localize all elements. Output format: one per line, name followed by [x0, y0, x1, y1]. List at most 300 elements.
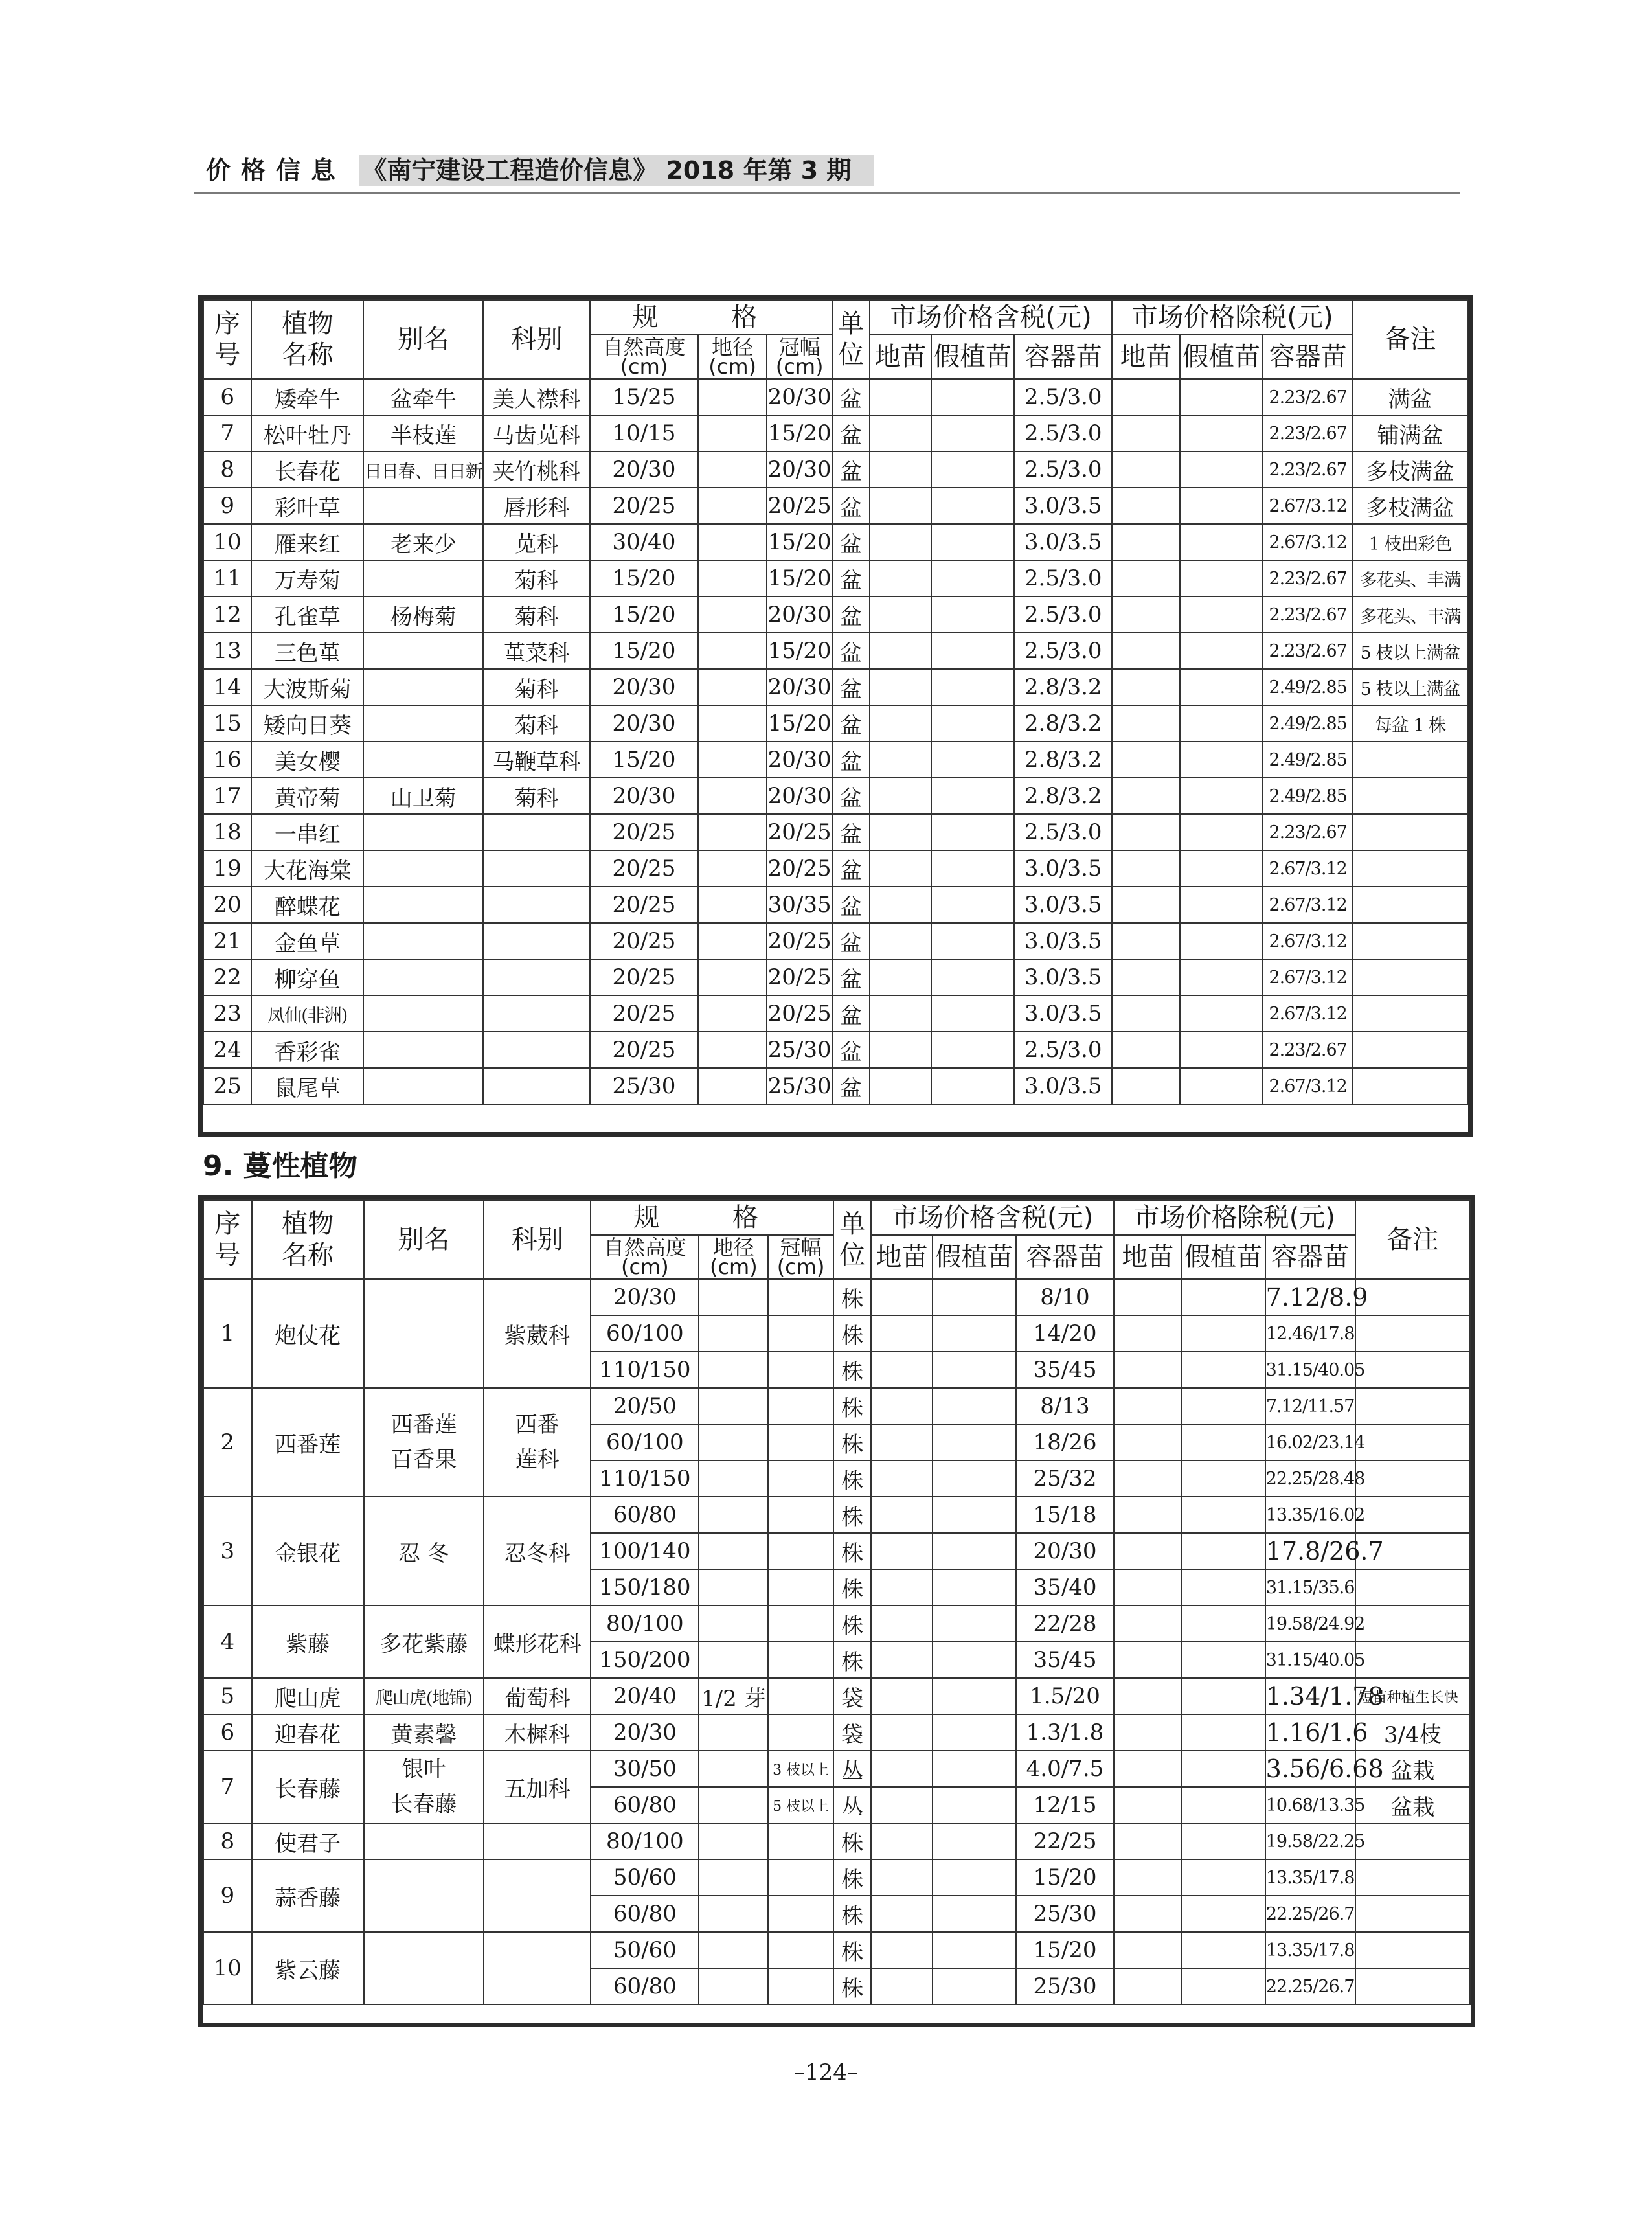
- cell-ground-notax: [1112, 669, 1180, 705]
- cell-remark: [1353, 1032, 1467, 1068]
- cell-family: [484, 1859, 591, 1932]
- cell-fake: [931, 814, 1015, 850]
- cell-height: 80/100: [591, 1823, 699, 1859]
- cell-height: 80/100: [591, 1606, 699, 1642]
- cell-unit: 盆: [832, 742, 870, 778]
- cell-ground: [871, 1787, 933, 1823]
- table-row: [203, 923, 1467, 959]
- cell-crown: [768, 1352, 833, 1388]
- cell-crown: 15/20: [767, 415, 832, 451]
- cell-container-price: 2.8/3.2: [1014, 705, 1112, 742]
- cell-unit: 盆: [832, 923, 870, 959]
- col-header-price-notax: 市场价格除税(元): [1112, 300, 1353, 335]
- cell-container-price-notax: 2.23/2.67: [1263, 814, 1353, 850]
- cell-no: 15: [203, 705, 251, 742]
- col-header-alias: 别名: [363, 300, 483, 379]
- cell-name: 三色堇: [251, 633, 363, 669]
- cell-container-price-notax: 31.15/40.05: [1265, 1352, 1355, 1388]
- cell-fake-notax: [1182, 1714, 1265, 1751]
- cell-height: 30/40: [590, 524, 698, 560]
- cell-diameter: [699, 1424, 768, 1460]
- cell-fake-notax: [1182, 1606, 1265, 1642]
- col-header-name: [251, 300, 363, 379]
- cell-container-price-notax: 13.35/17.8: [1265, 1932, 1355, 1968]
- cell-container-price: 3.0/3.5: [1014, 995, 1112, 1032]
- cell-container-price: 3.0/3.5: [1014, 488, 1112, 524]
- cell-family: 忍冬科: [484, 1497, 591, 1606]
- col-header-spec: 规 格: [591, 1200, 833, 1235]
- cell-crown: 20/25: [767, 850, 832, 887]
- cell-ground: [870, 850, 931, 887]
- cell-crown: [768, 1315, 833, 1352]
- col-header-price-notax: 市场价格除税(元): [1114, 1200, 1355, 1235]
- cell-diameter: [699, 1714, 768, 1751]
- cell-unit: 盆: [832, 415, 870, 451]
- cell-diameter: [698, 560, 767, 596]
- cell-fake: [933, 1497, 1016, 1533]
- cell-crown: [768, 1642, 833, 1678]
- cell-alias: 盆牵牛: [363, 379, 483, 415]
- cell-fake-notax: [1180, 887, 1263, 923]
- cell-no: 16: [203, 742, 251, 778]
- cell-fake-notax: [1182, 1315, 1265, 1352]
- col-header-crown-line: 冠幅: [778, 335, 820, 359]
- cell-fake: [933, 1751, 1016, 1787]
- cell-unit: 袋: [833, 1714, 871, 1751]
- cell-diameter: [698, 778, 767, 814]
- cell-fake-notax: [1182, 1823, 1265, 1859]
- cell-remark: [1353, 959, 1467, 995]
- cell-container-price: 25/30: [1016, 1896, 1114, 1932]
- cell-name: 爬山虎: [252, 1678, 364, 1714]
- cell-unit: 株: [833, 1533, 871, 1569]
- cell-ground: [871, 1678, 933, 1714]
- cell-diameter: 1/2 芽: [699, 1678, 768, 1714]
- cell-container-price-notax: 2.67/3.12: [1263, 850, 1353, 887]
- cell-no: 18: [203, 814, 251, 850]
- cell-height: 20/25: [590, 959, 698, 995]
- cell-unit: 盆: [832, 451, 870, 488]
- cell-family: 美人襟科: [483, 379, 590, 415]
- cell-unit: 盆: [832, 814, 870, 850]
- cell-diameter: [698, 379, 767, 415]
- cell-no: 1: [203, 1279, 252, 1388]
- cell-ground: [870, 596, 931, 633]
- cell-remark: [1355, 1497, 1470, 1533]
- cell-family: [483, 887, 590, 923]
- cell-height: 110/150: [591, 1460, 699, 1497]
- cell-crown: [768, 1896, 833, 1932]
- cell-fake-notax: [1182, 1968, 1265, 2005]
- cell-container-price: 2.5/3.0: [1014, 596, 1112, 633]
- cell-diameter: [698, 1068, 767, 1104]
- col-header-name-line: 名称: [282, 1240, 334, 1270]
- cell-fake-notax: [1180, 669, 1263, 705]
- cell-ground-notax: [1114, 1932, 1182, 1968]
- cell-fake-notax: [1182, 1751, 1265, 1787]
- cell-diameter: [699, 1859, 768, 1896]
- cell-diameter: [699, 1751, 768, 1787]
- cell-height: 110/150: [591, 1352, 699, 1388]
- cell-diameter: [698, 887, 767, 923]
- cell-ground-notax: [1114, 1460, 1182, 1497]
- col-header-name-line: 名称: [281, 340, 334, 370]
- table-row: [203, 1068, 1467, 1104]
- col-header-unit: [833, 1200, 871, 1279]
- cell-height: 20/25: [590, 887, 698, 923]
- cell-family: 五加科: [484, 1751, 591, 1823]
- cell-fake: [933, 1823, 1016, 1859]
- cell-ground: [870, 995, 931, 1032]
- col-header-crown-line: (cm): [776, 1255, 825, 1279]
- cell-ground: [871, 1823, 933, 1859]
- cell-fake-notax: [1182, 1352, 1265, 1388]
- col-header-diameter-line: (cm): [709, 1255, 758, 1279]
- cell-height: 20/25: [590, 995, 698, 1032]
- cell-ground-notax: [1114, 1751, 1182, 1787]
- cell-crown: [768, 1932, 833, 1968]
- cell-container-price: 2.5/3.0: [1014, 1032, 1112, 1068]
- col-header-ground-notax: 地苗: [1114, 1235, 1182, 1279]
- price-table-1-grid: [203, 299, 1468, 1105]
- cell-crown: 20/30: [767, 596, 832, 633]
- cell-container-price-notax: 12.46/17.8: [1265, 1315, 1355, 1352]
- table-row: [203, 1859, 1470, 1896]
- cell-alias: 杨梅菊: [363, 596, 483, 633]
- cell-fake-notax: [1180, 814, 1263, 850]
- cell-unit: 丛: [833, 1787, 871, 1823]
- cell-family: [483, 959, 590, 995]
- cell-unit: 株: [833, 1352, 871, 1388]
- cell-container-price: 3.0/3.5: [1014, 887, 1112, 923]
- cell-height: 20/30: [591, 1279, 699, 1315]
- cell-ground: [871, 1352, 933, 1388]
- cell-no: 19: [203, 850, 251, 887]
- cell-alias: [363, 705, 483, 742]
- cell-unit: 盆: [832, 633, 870, 669]
- cell-remark: [1353, 995, 1467, 1032]
- cell-container-price-notax: 1.16/1.6: [1265, 1714, 1355, 1751]
- cell-height: 50/60: [591, 1859, 699, 1896]
- cell-alias: 西番莲 百香果: [364, 1388, 484, 1497]
- cell-container-price-notax: 22.25/28.48: [1265, 1460, 1355, 1497]
- cell-fake: [931, 1068, 1015, 1104]
- cell-family: 木樨科: [484, 1714, 591, 1751]
- cell-container-price: 25/30: [1016, 1968, 1114, 2005]
- cell-height: 60/100: [591, 1424, 699, 1460]
- cell-ground: [871, 1497, 933, 1533]
- cell-remark: [1355, 1424, 1470, 1460]
- cell-remark: [1355, 1315, 1470, 1352]
- cell-height: 15/20: [590, 596, 698, 633]
- col-header-ground-notax: 地苗: [1112, 335, 1180, 379]
- cell-container-price: 35/40: [1016, 1569, 1114, 1606]
- table-row: [203, 850, 1467, 887]
- cell-remark: [1355, 1352, 1470, 1388]
- cell-container-price: 2.5/3.0: [1014, 633, 1112, 669]
- cell-height: 20/25: [590, 1032, 698, 1068]
- col-header-unit-line: 单: [839, 1209, 866, 1239]
- cell-container-price-notax: 31.15/35.6: [1265, 1569, 1355, 1606]
- cell-container-price: 12/15: [1016, 1787, 1114, 1823]
- table-row: [203, 1823, 1470, 1859]
- cell-ground: [871, 1533, 933, 1569]
- col-header-height: [591, 1235, 699, 1279]
- cell-remark: [1355, 1968, 1470, 2005]
- cell-fake-notax: [1182, 1896, 1265, 1932]
- cell-fake: [931, 451, 1015, 488]
- cell-height: 15/20: [590, 742, 698, 778]
- cell-container-price: 8/13: [1016, 1388, 1114, 1424]
- header-publication: 《南宁建设工程造价信息》 2018 年第 3 期: [359, 155, 874, 186]
- cell-ground: [870, 488, 931, 524]
- cell-name: 美女樱: [251, 742, 363, 778]
- cell-fake: [931, 669, 1015, 705]
- cell-diameter: [699, 1787, 768, 1823]
- cell-container-price: 3.0/3.5: [1014, 1068, 1112, 1104]
- table-row: [203, 488, 1467, 524]
- table-row: [203, 560, 1467, 596]
- cell-no: 7: [203, 1751, 252, 1823]
- table-row: [203, 1606, 1470, 1642]
- cell-fake-notax: [1182, 1388, 1265, 1424]
- cell-ground-notax: [1112, 596, 1180, 633]
- cell-diameter: [698, 633, 767, 669]
- cell-fake: [933, 1460, 1016, 1497]
- cell-family: [483, 814, 590, 850]
- cell-remark: 铺满盆: [1353, 415, 1467, 451]
- cell-fake: [931, 415, 1015, 451]
- cell-remark: [1355, 1932, 1470, 1968]
- cell-unit: 盆: [832, 995, 870, 1032]
- cell-ground-notax: [1112, 778, 1180, 814]
- cell-unit: 盆: [832, 778, 870, 814]
- cell-crown: [768, 1678, 833, 1714]
- cell-fake-notax: [1182, 1642, 1265, 1678]
- cell-ground: [871, 1279, 933, 1315]
- cell-fake: [931, 778, 1015, 814]
- table-row: [203, 995, 1467, 1032]
- cell-unit: 株: [833, 1932, 871, 1968]
- cell-remark: [1353, 923, 1467, 959]
- cell-alias: 日日春、日日新: [363, 451, 483, 488]
- cell-fake: [931, 959, 1015, 995]
- cell-no: 8: [203, 451, 251, 488]
- cell-name: 迎春花: [252, 1714, 364, 1751]
- cell-ground-notax: [1114, 1714, 1182, 1751]
- cell-alias: [363, 633, 483, 669]
- cell-fake-notax: [1182, 1497, 1265, 1533]
- cell-container-price: 2.8/3.2: [1014, 742, 1112, 778]
- table-row: [203, 1751, 1470, 1787]
- table-row: [203, 1678, 1470, 1714]
- cell-container-price-notax: 2.23/2.67: [1263, 1032, 1353, 1068]
- cell-fake-notax: [1180, 451, 1263, 488]
- cell-alias: 半枝莲: [363, 415, 483, 451]
- cell-alias: [364, 1279, 484, 1388]
- col-header-diameter-line: 地径: [712, 335, 754, 359]
- cell-name: 紫云藤: [252, 1932, 364, 2005]
- cell-height: 20/25: [590, 850, 698, 887]
- table-row: [203, 742, 1467, 778]
- col-header-price-tax: 市场价格含税(元): [871, 1200, 1114, 1235]
- price-table-2: [198, 1195, 1475, 2027]
- cell-diameter: [698, 705, 767, 742]
- cell-alias: [364, 1932, 484, 2005]
- cell-container-price-notax: 2.67/3.12: [1263, 923, 1353, 959]
- cell-height: 60/80: [591, 1497, 699, 1533]
- cell-unit: 株: [833, 1968, 871, 2005]
- cell-name: 大波斯菊: [251, 669, 363, 705]
- cell-ground-notax: [1112, 742, 1180, 778]
- cell-remark: [1355, 1606, 1470, 1642]
- table-row: [203, 887, 1467, 923]
- cell-unit: 株: [833, 1460, 871, 1497]
- cell-crown: 20/30: [767, 379, 832, 415]
- cell-fake: [933, 1315, 1016, 1352]
- cell-alias: [363, 669, 483, 705]
- cell-fake-notax: [1182, 1460, 1265, 1497]
- cell-container-price: 35/45: [1016, 1642, 1114, 1678]
- cell-ground: [870, 669, 931, 705]
- cell-height: 20/30: [590, 451, 698, 488]
- col-header-container-notax: 容器苗: [1265, 1235, 1355, 1279]
- cell-ground: [871, 1751, 933, 1787]
- cell-unit: 株: [833, 1569, 871, 1606]
- cell-ground-notax: [1112, 995, 1180, 1032]
- cell-alias: 忍 冬: [364, 1497, 484, 1606]
- cell-container-price-notax: 2.23/2.67: [1263, 415, 1353, 451]
- cell-fake-notax: [1180, 850, 1263, 887]
- cell-no: 6: [203, 379, 251, 415]
- cell-ground-notax: [1112, 705, 1180, 742]
- cell-remark: 盆栽: [1355, 1751, 1470, 1787]
- cell-unit: 株: [833, 1859, 871, 1896]
- col-header-ground: 地苗: [870, 335, 931, 379]
- cell-ground: [871, 1859, 933, 1896]
- cell-family: [483, 1032, 590, 1068]
- cell-container-price-notax: 2.67/3.12: [1263, 1068, 1353, 1104]
- cell-fake: [933, 1424, 1016, 1460]
- cell-remark: [1355, 1859, 1470, 1896]
- cell-name: 紫藤: [252, 1606, 364, 1678]
- cell-diameter: [698, 524, 767, 560]
- col-header-remark: 备注: [1353, 300, 1467, 379]
- cell-crown: [768, 1533, 833, 1569]
- col-header-name-line: 植物: [282, 1209, 334, 1239]
- cell-name: 长春藤: [252, 1751, 364, 1823]
- cell-fake-notax: [1180, 488, 1263, 524]
- cell-container-price: 2.5/3.0: [1014, 814, 1112, 850]
- cell-ground: [871, 1968, 933, 2005]
- cell-crown: 20/30: [767, 742, 832, 778]
- cell-alias: [363, 959, 483, 995]
- cell-fake: [933, 1642, 1016, 1678]
- cell-unit: 盆: [832, 596, 870, 633]
- cell-ground-notax: [1112, 923, 1180, 959]
- cell-remark: 1 枝出彩色: [1353, 524, 1467, 560]
- cell-fake: [933, 1968, 1016, 2005]
- cell-no: 24: [203, 1032, 251, 1068]
- cell-crown: [768, 1460, 833, 1497]
- cell-fake: [933, 1606, 1016, 1642]
- cell-fake: [931, 1032, 1015, 1068]
- cell-diameter: [699, 1896, 768, 1932]
- cell-crown: 15/20: [767, 524, 832, 560]
- cell-fake: [931, 596, 1015, 633]
- cell-unit: 袋: [833, 1678, 871, 1714]
- table-row: [203, 524, 1467, 560]
- cell-ground: [870, 524, 931, 560]
- cell-diameter: [698, 451, 767, 488]
- col-header-crown-line: 冠幅: [780, 1235, 822, 1260]
- cell-no: 10: [203, 524, 251, 560]
- cell-name: 炮仗花: [252, 1279, 364, 1388]
- col-header-remark: 备注: [1355, 1200, 1470, 1279]
- cell-ground-notax: [1114, 1497, 1182, 1533]
- cell-fake-notax: [1182, 1787, 1265, 1823]
- cell-diameter: [698, 814, 767, 850]
- cell-fake-notax: [1180, 596, 1263, 633]
- cell-height: 20/25: [590, 488, 698, 524]
- cell-fake-notax: [1182, 1533, 1265, 1569]
- cell-alias: [363, 887, 483, 923]
- cell-height: 50/60: [591, 1932, 699, 1968]
- cell-remark: 多枝满盆: [1353, 451, 1467, 488]
- cell-height: 20/50: [591, 1388, 699, 1424]
- cell-ground-notax: [1114, 1968, 1182, 2005]
- header-row: [203, 300, 1467, 335]
- cell-family: 苋科: [483, 524, 590, 560]
- cell-name: 雁来红: [251, 524, 363, 560]
- cell-container-price: 2.5/3.0: [1014, 379, 1112, 415]
- cell-container-price: 2.8/3.2: [1014, 669, 1112, 705]
- cell-crown: 20/30: [767, 451, 832, 488]
- cell-diameter: [699, 1315, 768, 1352]
- cell-fake-notax: [1180, 1068, 1263, 1104]
- cell-fake: [931, 742, 1015, 778]
- cell-unit: 株: [833, 1388, 871, 1424]
- cell-unit: 株: [833, 1823, 871, 1859]
- price-table-1: [198, 295, 1473, 1137]
- col-header-diameter: [698, 335, 767, 379]
- col-header-no-line: 序: [214, 309, 241, 339]
- table-row: [203, 379, 1467, 415]
- cell-unit: 株: [833, 1896, 871, 1932]
- cell-container-price: 2.5/3.0: [1014, 451, 1112, 488]
- cell-no: 7: [203, 415, 251, 451]
- cell-remark: [1353, 1068, 1467, 1104]
- cell-no: 3: [203, 1497, 252, 1606]
- section-title: 9. 蔓性植物: [203, 1150, 357, 1183]
- cell-remark: [1353, 742, 1467, 778]
- cell-container-price-notax: 16.02/23.14: [1265, 1424, 1355, 1460]
- cell-name: 蒜香藤: [252, 1859, 364, 1932]
- cell-ground: [871, 1424, 933, 1460]
- cell-no: 25: [203, 1068, 251, 1104]
- col-header-fake-notax: 假植苗: [1180, 335, 1263, 379]
- cell-family: 紫葳科: [484, 1279, 591, 1388]
- table-row: [203, 669, 1467, 705]
- cell-ground-notax: [1112, 887, 1180, 923]
- cell-fake: [933, 1569, 1016, 1606]
- cell-fake: [931, 379, 1015, 415]
- cell-diameter: [698, 742, 767, 778]
- cell-alias: [363, 1068, 483, 1104]
- cell-alias: 山卫菊: [363, 778, 483, 814]
- cell-remark: 多花头、丰满: [1353, 596, 1467, 633]
- col-header-unit-line: 位: [839, 1240, 866, 1270]
